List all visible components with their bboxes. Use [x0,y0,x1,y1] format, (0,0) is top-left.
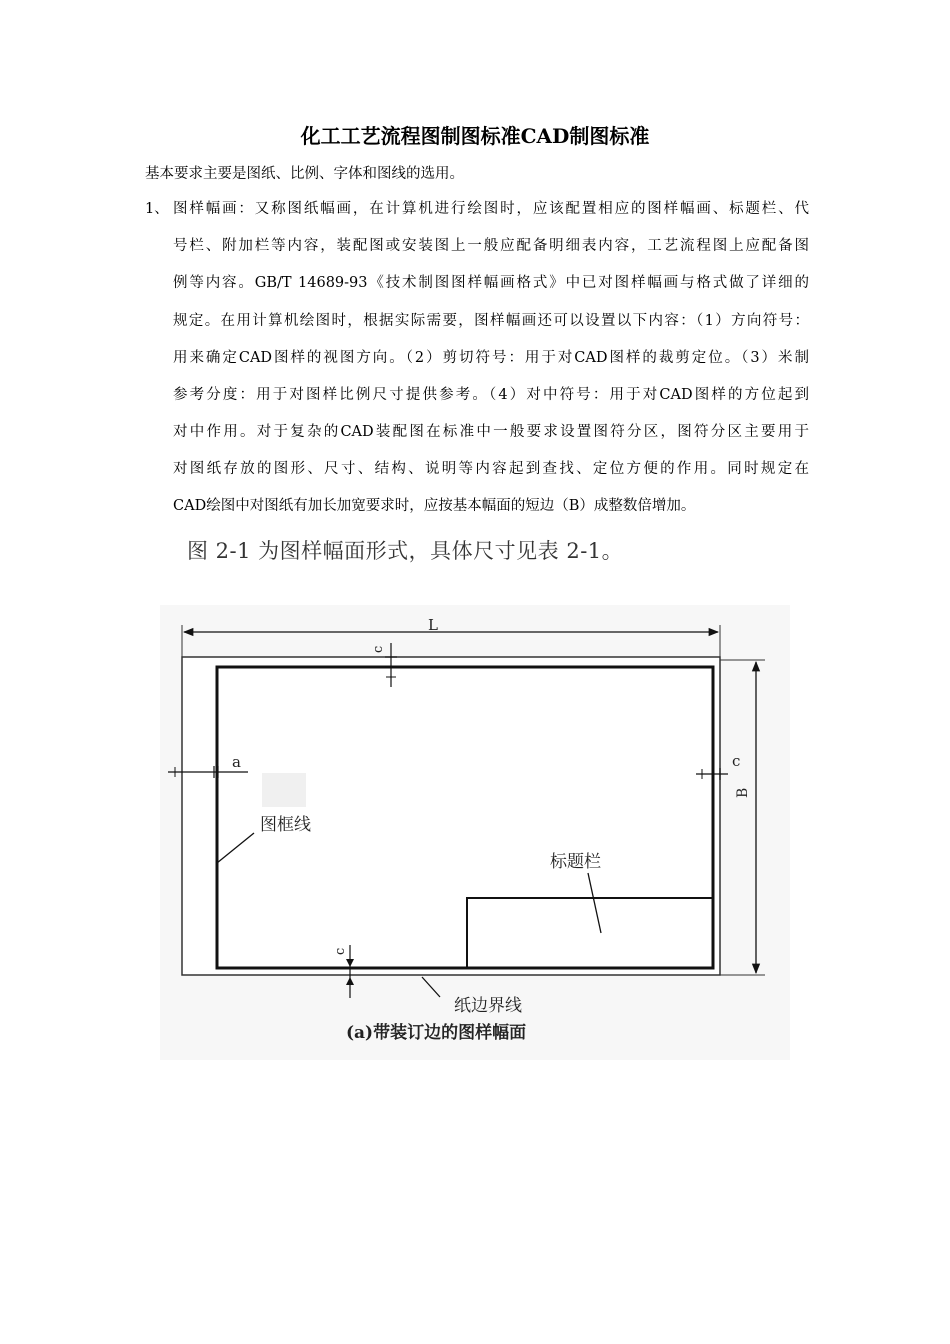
dimension-c-bottom-label: c [333,947,348,955]
dimension-a-label: a [232,753,241,771]
paragraph-line: 参考分度：用于对图样比例尺寸提供参考。（4）对中符号：用于对CAD图样的方位起到 [173,387,809,403]
paragraph-line: 用来确定CAD图样的视图方向。（2）剪切符号：用于对CAD图样的裁剪定位。（3）米制 [173,350,809,366]
dimension-B-label: B [735,787,751,798]
page-title: 化工工艺流程图制图标准CAD制图标准 [300,124,650,148]
dimension-c-top-label: c [371,645,386,653]
title-block-label: 标题栏 [550,852,601,872]
figure-reference-caption: 图 2-1 为图样幅面形式，具体尺寸见表 2-1。 [187,539,624,563]
paragraph-line: 对中作用。对于复杂的CAD装配图在标准中一般要求设置图符分区，图符分区主要用于 [173,424,809,440]
paragraph-line: 对图纸存放的图形、尺寸、结构、说明等内容起到查找、定位方便的作用。同时规定在 [173,461,809,477]
dimension-L-label: L [428,616,438,634]
intro-text: 基本要求主要是图纸、比例、字体和图线的选用。 [145,166,464,182]
list-number: 1、 [145,201,169,217]
paragraph-line: CAD绘图中对图纸有加长加宽要求时，应按基本幅面的短边（B）成整数倍增加。 [173,498,696,514]
paragraph-line: 图样幅画：又称图纸幅画，在计算机进行绘图时，应该配置相应的图样幅画、标题栏、代 [173,201,809,217]
paragraph-line: 号栏、附加栏等内容，装配图或安装图上一般应配备明细表内容，工艺流程图上应配备图 [173,238,809,254]
dimension-c-right-label: c [732,752,741,770]
diagram-caption: (a)带装订边的图样幅面 [346,1023,527,1043]
frame-line-label: 图框线 [260,815,311,835]
drawing-sheet-format-diagram [160,605,790,1060]
paragraph-line: 规定。在用计算机绘图时，根据实际需要，图样幅画还可以设置以下内容：（1）方向符号： [173,313,809,329]
scan-artifact [262,773,306,807]
paper-edge-label: 纸边界线 [454,996,522,1016]
paragraph-line: 例等内容。GB/T 14689-93《技术制图图样幅画格式》中已对图样幅画与格式做了详细的 [173,275,809,291]
